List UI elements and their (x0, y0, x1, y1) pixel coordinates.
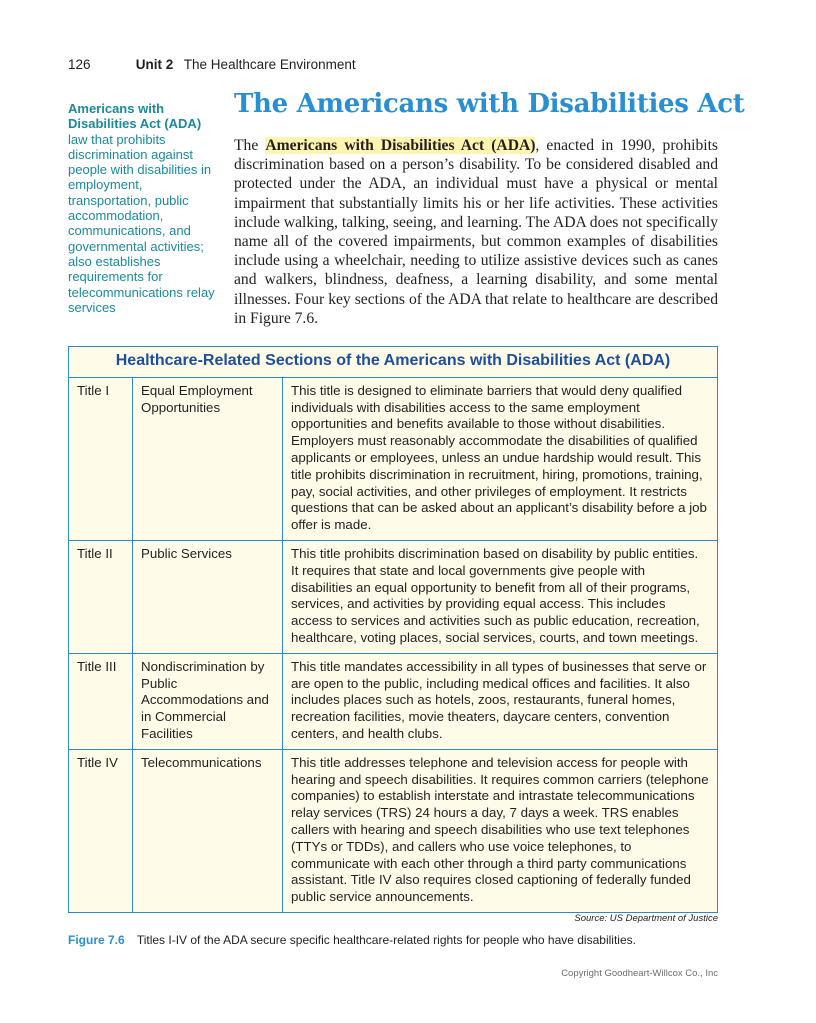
description-cell: This title is designed to eliminate barriers that would deny qualified individuals with disabilities access to the same employment opportunities and benefits available to those without disabilities. Employers must reasonably accommodate the disabilities of qualified applicants or employees, unless an undue hardship would result. This title prohibits discrimination in recruitment, hiring, promotions, training, pay, social activities, and other privileges of employment. It restricts questions that can be asked about an applicant’s disability before a job offer is made. (283, 377, 718, 540)
page-number: 126 (68, 57, 91, 72)
title-cell: Title I (69, 377, 133, 540)
title-cell: Title IV (69, 749, 133, 912)
section-name-cell: Telecommunications (133, 749, 283, 912)
body-paragraph (234, 136, 718, 328)
glossary-term: Americans with Disabilities Act (ADA) (68, 101, 202, 132)
margin-glossary (68, 101, 218, 315)
section-name-cell: Equal Employment Opportunities (133, 377, 283, 540)
copyright-notice: Copyright Goodheart-Willcox Co., Inc (561, 968, 718, 979)
table-row (69, 653, 718, 749)
figure-label: Figure 7.6 (68, 933, 125, 947)
figure-source: Source: US Department of Justice (574, 913, 718, 924)
section-title: The Americans with Disabilities Act (234, 89, 745, 119)
section-name-cell: Nondiscrimination by Public Accommodations and in Commercial Facilities (133, 653, 283, 749)
description-cell: This title mandates accessibility in all types of businesses that serve or are open to the public, including medical offices and facilities. It also includes places such as hotels, zoos, restaurants, funeral homes, recreation facilities, movie theaters, daycare centers, convention centers, and health clubs. (283, 653, 718, 749)
description-cell: This title prohibits discrimination based on disability by public entities. It requires that state and local governments give people with disabilities an equal opportunity to benefit from all of their programs, services, and activities by providing equal access. This includes access to services and activities such as public education, recreation, healthcare, voting places, social services, courts, and town meetings. (283, 540, 718, 653)
figure-caption (68, 933, 636, 947)
table-row (69, 540, 718, 653)
para-rest: , enacted in 1990, prohibits discrimination based on a person’s disability. To be considered disabled and protected under the ADA, an individual must have a physical or mental impairment that substantially limits his or her life activities. These activities include walking, talking, seeing, and learning. The ADA does not specifically name all of the covered impairments, but common examples of disabilities include using a wheelchair, needing to utilize assistive devices such as canes and walkers, blindness, deafness, a learning disability, and some mental illnesses. Four key sections of the ADA that relate to healthcare are described in Figure 7.6. (234, 137, 718, 327)
caption-text: Titles I-IV of the ADA secure specific healthcare-related rights for people who have disabilities. (136, 933, 636, 947)
table-row (69, 377, 718, 540)
glossary-definition: law that prohibits discrimination against people with disabilities in employment, transportation, public accommodation, communications, and governmental activities; also establishes requirements for telecommunications relay services (68, 131, 215, 315)
title-cell: Title II (69, 540, 133, 653)
title-cell: Title III (69, 653, 133, 749)
ada-sections-table (68, 346, 718, 913)
table-title: Healthcare-Related Sections of the Americans with Disabilities Act (ADA) (69, 347, 718, 378)
section-name-cell: Public Services (133, 540, 283, 653)
unit-title: The Healthcare Environment (183, 57, 356, 72)
description-cell: This title addresses telephone and television access for people with hearing and speech disabilities. It requires common carriers (telephone companies) to establish interstate and intrastate telecommunications relay services (TRS) 24 hours a day, 7 days a week. TRS enables callers with hearing and speech disabilities who use text telephones (TTYs or TDDs), and callers who use voice telephones, to communicate with each other through a third party communications assistant. Title IV also requires closed captioning of federally funded public service announcements. (283, 749, 718, 912)
table-row (69, 749, 718, 912)
unit-label: Unit 2 (135, 57, 174, 72)
key-term-highlight: Americans with Disabilities Act (ADA) (265, 137, 536, 154)
running-head (68, 57, 356, 72)
para-lead: The (234, 137, 266, 154)
